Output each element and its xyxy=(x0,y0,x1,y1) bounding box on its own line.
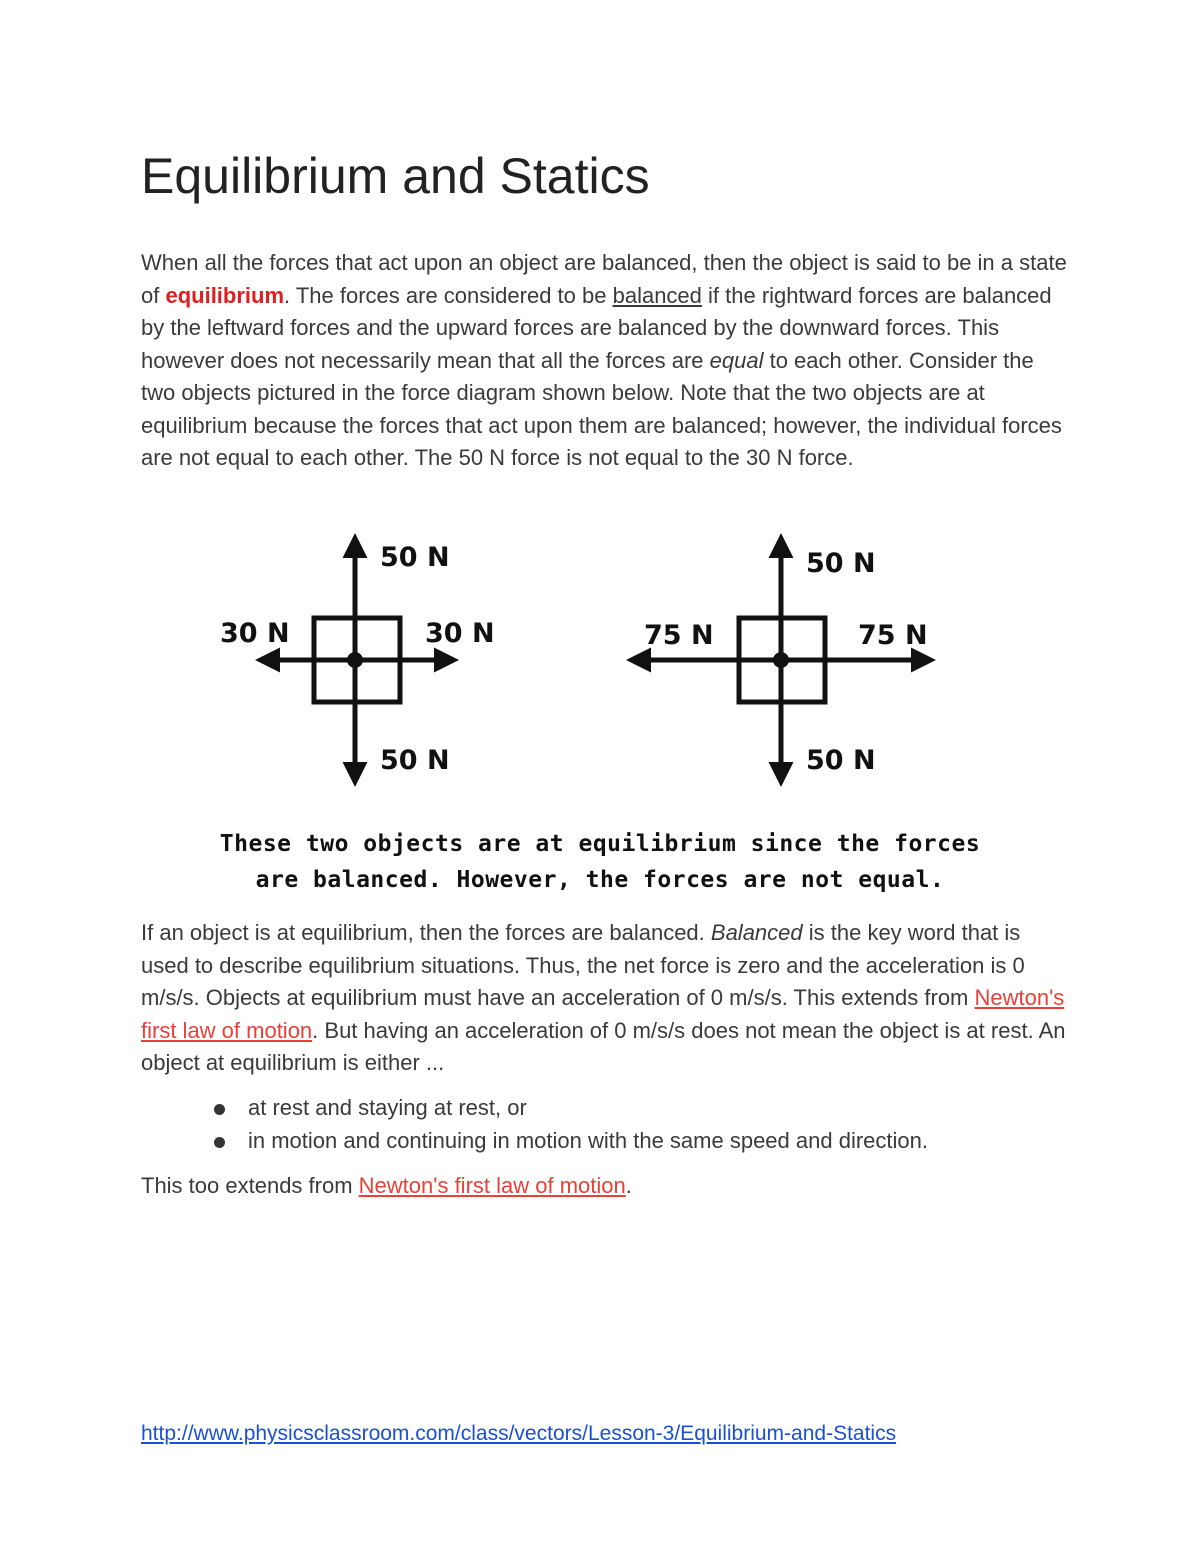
left-force-label: 30 N xyxy=(220,618,290,649)
newtons-first-law-link[interactable]: Newton's first law of motion xyxy=(358,1173,626,1198)
third-paragraph xyxy=(141,1170,1071,1203)
equilibrium-term: equilibrium xyxy=(165,282,285,308)
text-run: if the rightward forces are balanced by the leftward forces and the upward forces are balanced by the downward forces. This however does not necessarily mean that all the forces are xyxy=(141,282,1052,373)
left-force-label: 75 N xyxy=(644,620,714,651)
text-run: to each other. Consider the two objects pictured in the force diagram shown below. Note that the two objects are at equilibrium because the forces that act upon them are balanced; however, the individual forces are not equal to each other. The 50 N force is not equal to the 30 N force. xyxy=(141,347,1062,470)
source-url-link[interactable]: http://www.physicsclassroom.com/class/vectors/Lesson-3/Equilibrium-and-Statics xyxy=(141,1422,897,1445)
list-item-text: in motion and continuing in motion with the same speed and direction. xyxy=(248,1127,928,1153)
text-run: . The forces are considered to be xyxy=(284,282,613,308)
free-body-diagram-right xyxy=(631,538,931,782)
list-item xyxy=(212,1092,928,1125)
center-point xyxy=(773,652,789,668)
diagram-caption xyxy=(0,826,1200,898)
balanced-italic: Balanced xyxy=(710,920,803,945)
caption-line-2: are balanced. However, the forces are not equal. xyxy=(255,867,945,893)
force-diagrams xyxy=(0,520,1200,800)
page-title: Equilibrium and Statics xyxy=(141,148,650,204)
balanced-underlined: balanced xyxy=(612,282,702,308)
equilibrium-states-list xyxy=(212,1092,928,1157)
text-run: . But having an acceleration of 0 m/s/s does not mean the object is at rest. An object at equilibrium is either ... xyxy=(141,1017,1066,1075)
second-paragraph xyxy=(141,917,1071,1080)
caption-line-1: These two objects are at equilibrium since the forces xyxy=(219,831,981,857)
free-body-diagram-left xyxy=(220,538,495,782)
text-run: . xyxy=(625,1173,632,1198)
list-item xyxy=(212,1125,928,1158)
intro-paragraph xyxy=(141,247,1071,475)
text-run: is the key word that is used to describe equilibrium situations. Thus, the net force is zero and the acceleration is 0 m/s/s. Objects at equilibrium must have an acceleration of 0 m/s/s. This extends from xyxy=(141,920,1025,1010)
right-force-label: 75 N xyxy=(858,620,928,651)
up-force-label: 50 N xyxy=(806,548,876,579)
bullet-icon xyxy=(214,1137,225,1148)
down-force-label: 50 N xyxy=(380,745,450,776)
down-force-label: 50 N xyxy=(806,745,876,776)
equal-italic: equal xyxy=(709,347,764,373)
text-run: When all the forces that act upon an object are balanced, then the object is said to be in a state of xyxy=(141,250,1067,308)
text-run: If an object is at equilibrium, then the forces are balanced. xyxy=(141,920,711,945)
center-point xyxy=(347,652,363,668)
up-force-label: 50 N xyxy=(380,542,450,573)
text-run: This too extends from xyxy=(141,1173,359,1198)
list-item-text: at rest and staying at rest, or xyxy=(248,1095,527,1120)
bullet-icon xyxy=(214,1104,225,1115)
newtons-first-law-link[interactable]: Newton's first law of motion xyxy=(141,985,1065,1043)
right-force-label: 30 N xyxy=(425,618,495,649)
